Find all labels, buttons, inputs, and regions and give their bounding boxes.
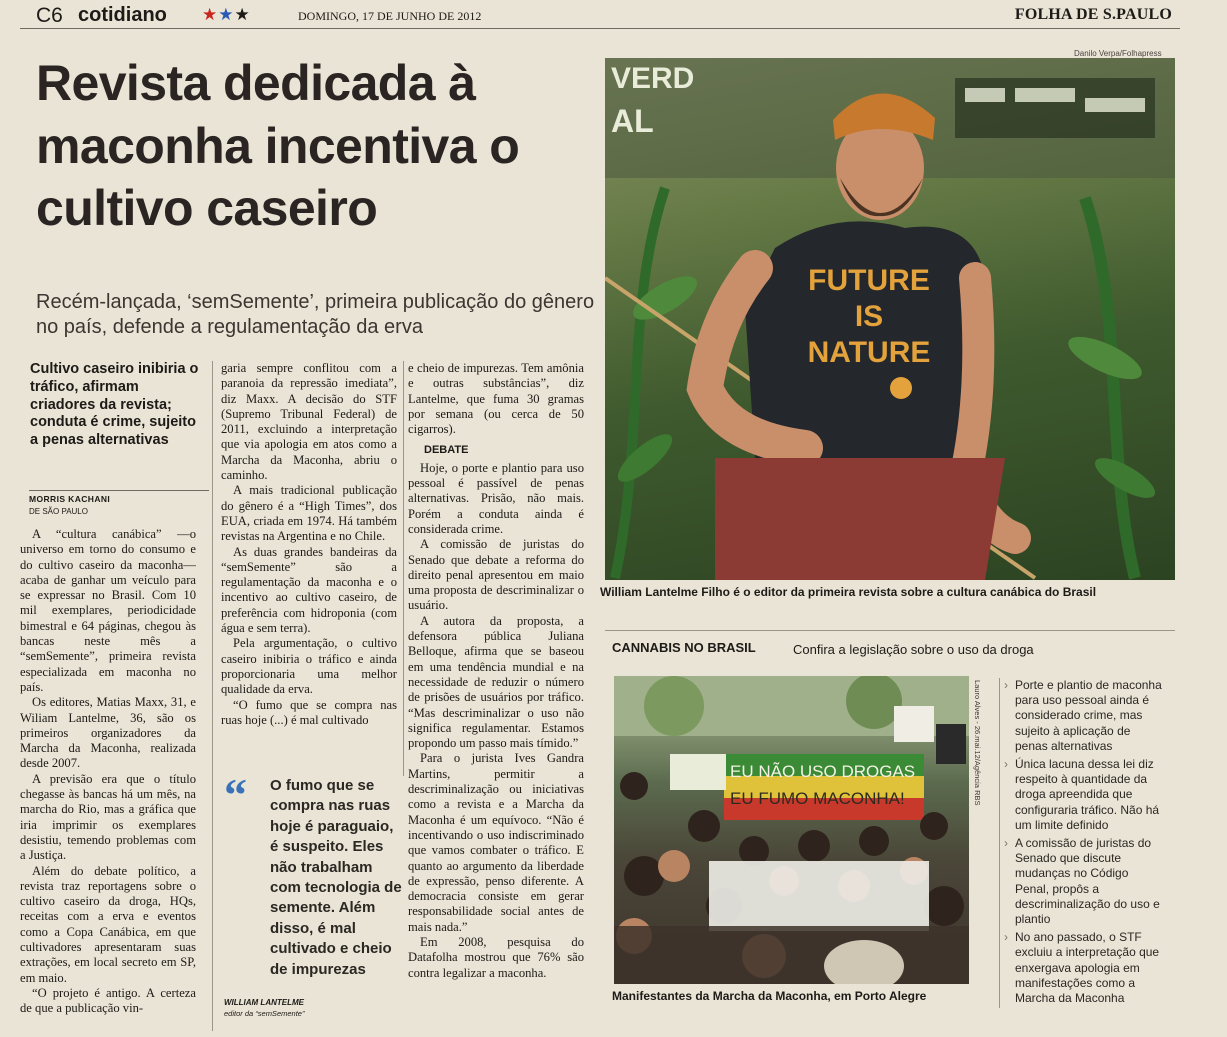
- march-photo-credit: Lauro Alves - 26.mai.12/Agência RBS: [973, 680, 982, 806]
- paragraph: Além do debate político, a revista traz reportagens sobre o cultivo caseiro da droga, HQs, receitas com a erva e eventos como a Copa Canábica, em que cultivadores apresentaram suas extrações, em local secreto em SP, em maio.: [20, 863, 196, 985]
- article-column-1: [20, 527, 196, 1017]
- paragraph: “O projeto é antigo. A certeza de que a publicação vin-: [20, 985, 196, 1016]
- paragraph: A autora da proposta, a defensora pública Juliana Belloque, afirma que se baseou em uma tendência mundial e na necessidade de reduzir o número de prisões de usuários por tráfico. “Mas descriminalizar o uso não significa regulamentar. Estamos propondo um passo mais tímido.”: [408, 613, 584, 751]
- fact-item: › No ano passado, o STF excluiu a interpretação que enxergava apologia em manifestações como a Marcha da Maconha: [1004, 930, 1164, 1006]
- march-crowd-image: [614, 676, 969, 984]
- main-photo: [605, 58, 1175, 580]
- deck: Recém-lançada, ‘semSemente’, primeira publicação do gênero no país, defende a regulamentação da erva: [36, 291, 595, 338]
- shirt-text-2: IS: [854, 300, 884, 333]
- headline: Revista dedicada à maconha incentiva o cultivo caseiro: [36, 55, 520, 236]
- quote-mark-icon: “: [224, 769, 247, 820]
- masthead: FOLHA DE S.PAULO: [1014, 6, 1172, 23]
- paragraph: A mais tradicional publicação do gênero é a “High Times”, dos EUA, criada em 1974. Há também revistas na Argentina e no Chile.: [221, 483, 397, 544]
- issue-date: DOMINGO, 17 DE JUNHO DE 2012: [298, 9, 482, 23]
- pull-quote-text: O fumo que se compra nas ruas hoje é paraguaio, é suspeito. Eles não trabalham com tecnologia de semente. Além disso, é mal cultivado e cheio de impurezas: [270, 777, 402, 978]
- paragraph: “O fumo que se compra nas ruas hoje (...) é mal cultivado: [221, 697, 397, 727]
- pull-quote-author: WILLIAM LANTELME: [224, 998, 304, 1007]
- facts-list: [1004, 678, 1164, 1009]
- paragraph: A “cultura canábica” —o universo em torno do consumo e do cultivo caseiro da maconha—acaba de ganhar um veículo para se expressar no Brasil. Com 10 mil exemplares, periodicidade bimestral e 64 páginas, chegou às bancas neste mês a “semSemente”, primeira revista especializada em maconha no país.: [20, 527, 196, 694]
- article-column-3: [408, 361, 584, 981]
- column-divider: [212, 361, 213, 1031]
- box-rule: [605, 630, 1175, 631]
- wall-lettering-1: VERD: [611, 62, 695, 95]
- banner-line-2: EU FUMO MACONHA!: [730, 789, 905, 808]
- paragraph: Para o jurista Ives Gandra Martins, permitir a descriminalização ou iniciativas como a revista e a Marcha da Maconha é um equívoco. “Não é incentivando o uso indiscriminado que vamos combater o tráfico. E quanto ao argumento da liberdade de expressão, penso diferente. A democracia consiste em gerar responsabilidade social antes de mais nada.”: [408, 751, 584, 934]
- section-name: cotidiano: [78, 4, 167, 26]
- paragraph: Em 2008, pesquisa do Datafolha mostrou que 76% são contra legalizar a maconha.: [408, 934, 584, 980]
- column-divider: [403, 361, 404, 776]
- byline: [29, 490, 209, 516]
- page-header: [20, 4, 1180, 29]
- paragraph: e cheio de impurezas. Tem amônia e outras substâncias”, diz Lantelme, que fuma 30 gramas por semana (ou cerca de 50 cigarros).: [408, 361, 584, 437]
- banner-line-1: EU NÃO USO DROGAS: [730, 762, 916, 781]
- paragraph: Hoje, o porte e plantio para uso pessoal é passível de penas alternativas. Prisão, não mais. Porém a conduta ainda é considerada crime.: [408, 460, 584, 536]
- stars-icon: ★★★: [202, 5, 251, 24]
- subhead: DEBATE: [424, 444, 469, 457]
- fact-item: › Porte e plantio de maconha para uso pessoal ainda é considerado crime, mas sujeito à aplicação de penas alternativas: [1004, 678, 1164, 754]
- paragraph: garia sempre conflitou com a paranoia da repressão imediata”, diz Maxx. A decisão do STF (Supremo Tribunal Federal) de 2011, excluindo a interpretação que via apologia em atos como a Marcha da Maconha, abriu o caminho.: [221, 361, 397, 483]
- paragraph: Pela argumentação, o cultivo caseiro inibiria o tráfico e ainda proporcionaria uma melhor qualidade da erva.: [221, 636, 397, 697]
- paragraph: Os editores, Matias Maxx, 31, e Wiliam Lantelme, 36, são os primeiros organizadores da Marcha da Maconha, realizada desde 2007.: [20, 695, 196, 771]
- fact-item: › Única lacuna dessa lei diz respeito à quantidade da droga apreendida que configuraria tráfico. Não há um limite definido: [1004, 757, 1164, 833]
- march-photo-caption: Manifestantes da Marcha da Maconha, em Porto Alegre: [612, 989, 927, 1003]
- paragraph: As duas grandes bandeiras da “semSemente” são a regulamentação da maconha e o incentivo ao cultivo caseiro, de preferência com hidroponia (com água e sem terra).: [221, 544, 397, 636]
- section-code: C6: [36, 4, 63, 27]
- pull-quote: [224, 769, 402, 1018]
- march-photo: [614, 676, 969, 984]
- paragraph: A comissão de juristas do Senado que debate a reforma do direito penal apresentou em maio uma proposta de descriminalizar o usuário.: [408, 537, 584, 613]
- paragraph: A previsão era que o título chegasse às bancas há um mês, na marcha do Rio, mas a gráfica que iria imprimir os exemplares desistiu, temendo problemas com a Justiça.: [20, 771, 196, 863]
- shirt-text-3: NATURE: [807, 336, 931, 369]
- shirt-text-1: FUTURE: [808, 264, 930, 297]
- byline-location: DE SÃO PAULO: [29, 507, 88, 516]
- lead-summary: Cultivo caseiro inibiria o tráfico, afirmam criadores da revista; conduta é crime, sujeito a penas alternativas: [30, 361, 199, 449]
- box-title: CANNABIS NO BRASIL: [612, 640, 756, 655]
- fact-item: › A comissão de juristas do Senado que discute mudanças no Código Penal, propôs a descriminalização do uso e plantio: [1004, 836, 1164, 927]
- photo-credit: Danilo Verpa/Folhapress: [1074, 49, 1162, 58]
- pull-quote-role: editor da “semSemente”: [224, 1009, 305, 1018]
- facts-divider: [999, 678, 1000, 1008]
- byline-name: MORRIS KACHANI: [29, 494, 111, 504]
- main-photo-caption: William Lantelme Filho é o editor da primeira revista sobre a cultura canábica do Brasil: [600, 585, 1097, 599]
- box-subtitle: Confira a legislação sobre o uso da droga: [793, 642, 1034, 657]
- editor-portrait-image: [605, 58, 1175, 580]
- wall-lettering-2: AL: [611, 103, 654, 139]
- article-column-2: [221, 361, 397, 728]
